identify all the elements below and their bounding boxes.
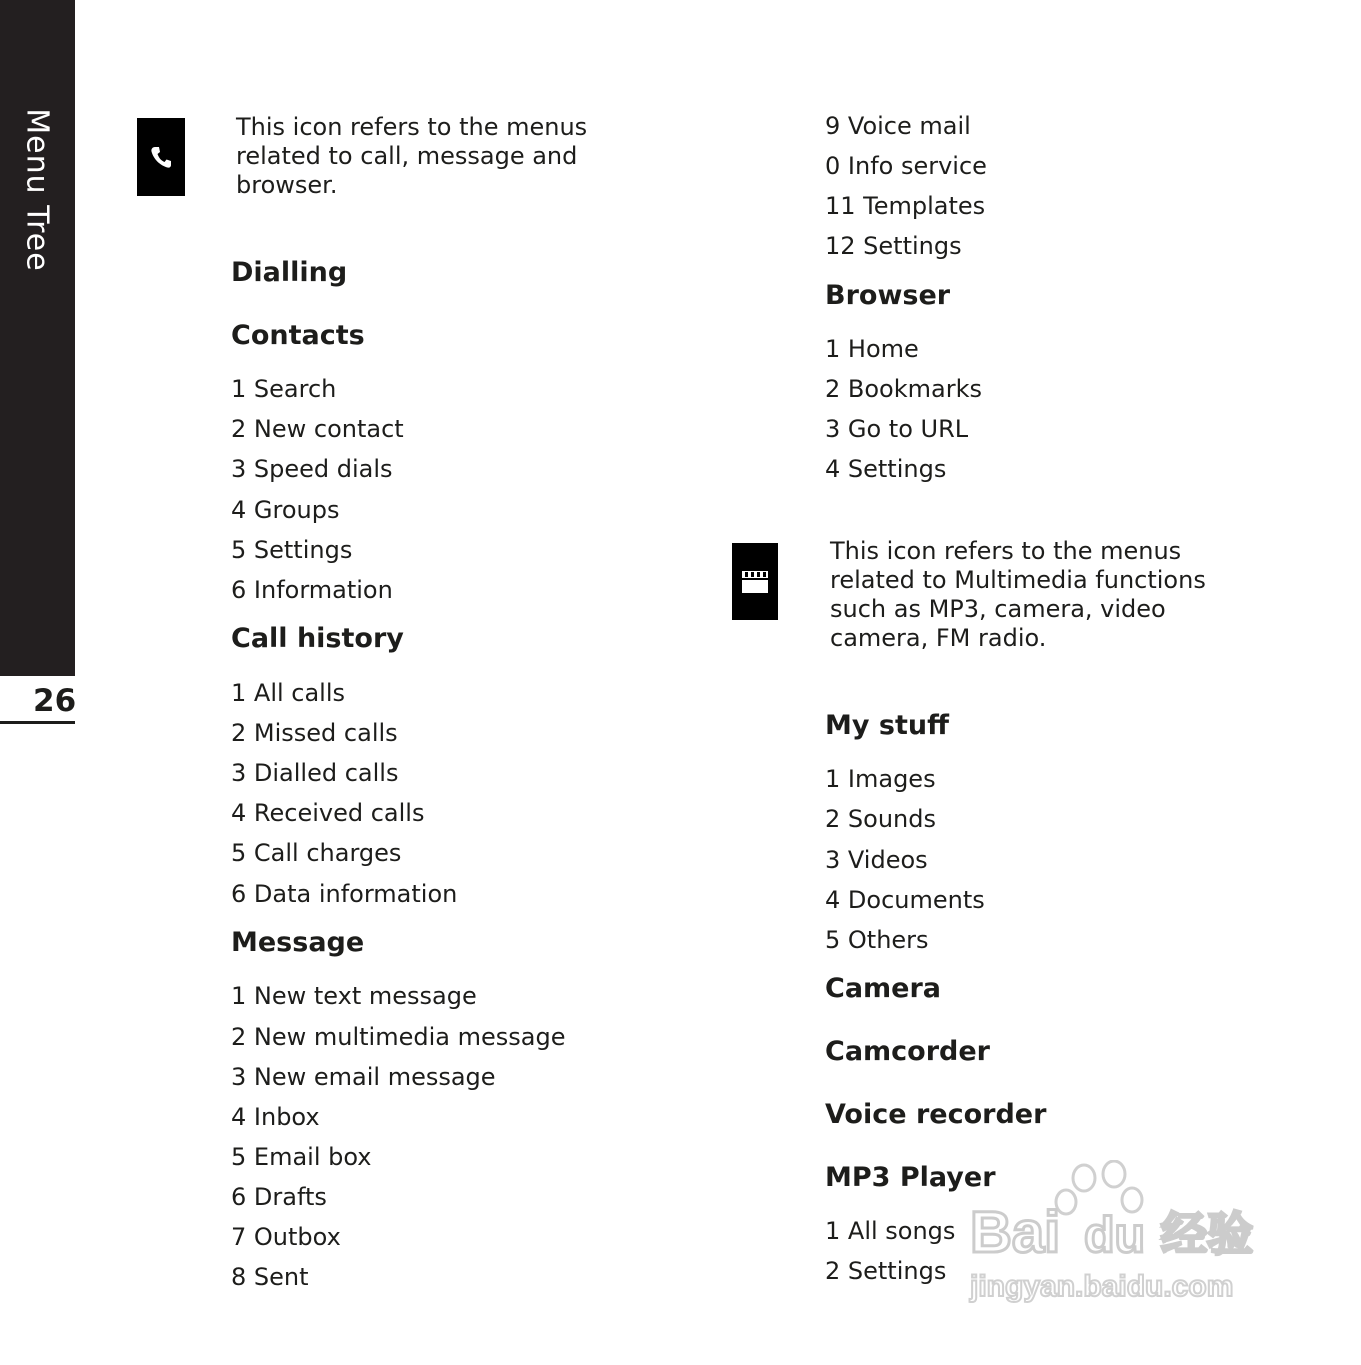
menu-item: 3 Speed dials <box>231 455 393 483</box>
menu-item: 2 New contact <box>231 415 404 443</box>
heading-camcorder: Camcorder <box>825 1036 990 1067</box>
svg-text:jingyan.baidu.com: jingyan.baidu.com <box>970 1270 1234 1303</box>
menu-item: 4 Groups <box>231 496 340 524</box>
menu-item: 12 Settings <box>825 232 962 260</box>
menu-item: 3 Dialled calls <box>231 759 399 787</box>
menu-item: 4 Received calls <box>231 799 425 827</box>
heading-voice-recorder: Voice recorder <box>825 1099 1047 1130</box>
heading-message: Message <box>231 927 365 958</box>
menu-item: 11 Templates <box>825 192 986 220</box>
menu-item: 2 Sounds <box>825 805 936 833</box>
menu-item: 2 Missed calls <box>231 719 398 747</box>
call-icon-description: This icon refers to the menus related to call, message and browser. <box>236 113 588 199</box>
menu-item: 4 Documents <box>825 886 985 914</box>
clapperboard-icon <box>732 543 778 620</box>
menu-item: 2 Bookmarks <box>825 375 982 403</box>
menu-item: 0 Info service <box>825 152 987 180</box>
heading-dialling: Dialling <box>231 257 348 288</box>
phone-handset-icon <box>137 118 185 196</box>
heading-camera: Camera <box>825 973 942 1004</box>
svg-text:du: du <box>1084 1207 1146 1263</box>
menu-item: 1 All calls <box>231 679 346 707</box>
menu-item: 3 Go to URL <box>825 415 969 443</box>
heading-call-history: Call history <box>231 623 404 654</box>
menu-item: 5 Settings <box>231 536 353 564</box>
heading-browser: Browser <box>825 280 951 311</box>
menu-item: 7 Outbox <box>231 1223 341 1251</box>
svg-text:经验: 经验 <box>1161 1207 1253 1261</box>
menu-item: 6 Information <box>231 576 393 604</box>
menu-item: 2 New multimedia message <box>231 1023 566 1051</box>
side-tab <box>0 0 75 676</box>
menu-item: 1 Search <box>231 375 337 403</box>
menu-item: 6 Drafts <box>231 1183 327 1211</box>
menu-item: 5 Others <box>825 926 929 954</box>
menu-item: 5 Call charges <box>231 839 402 867</box>
menu-item: 9 Voice mail <box>825 112 971 140</box>
svg-text:Bai: Bai <box>970 1200 1061 1265</box>
heading-mp3-player: MP3 Player <box>825 1162 996 1193</box>
menu-item: 1 Images <box>825 765 936 793</box>
menu-item: 4 Settings <box>825 455 947 483</box>
menu-item: 2 Settings <box>825 1257 947 1285</box>
baidu-watermark-logo <box>966 1160 1278 1305</box>
media-icon-description: This icon refers to the menus related to Multimedia functions such as MP3, camera, video camera, FM radio. <box>830 537 1206 652</box>
heading-contacts: Contacts <box>231 320 365 351</box>
page-number-rule <box>0 721 75 724</box>
menu-item: 8 Sent <box>231 1263 309 1291</box>
menu-item: 1 Home <box>825 335 919 363</box>
menu-item: 1 New text message <box>231 982 477 1010</box>
heading-my-stuff: My stuff <box>825 710 949 741</box>
menu-item: 6 Data information <box>231 880 458 908</box>
page-number: 26 <box>33 683 77 719</box>
menu-item: 3 New email message <box>231 1063 496 1091</box>
menu-item: 5 Email box <box>231 1143 372 1171</box>
section-title: Menu Tree <box>19 108 55 272</box>
menu-item: 1 All songs <box>825 1217 956 1245</box>
menu-item: 4 Inbox <box>231 1103 320 1131</box>
menu-item: 3 Videos <box>825 846 928 874</box>
